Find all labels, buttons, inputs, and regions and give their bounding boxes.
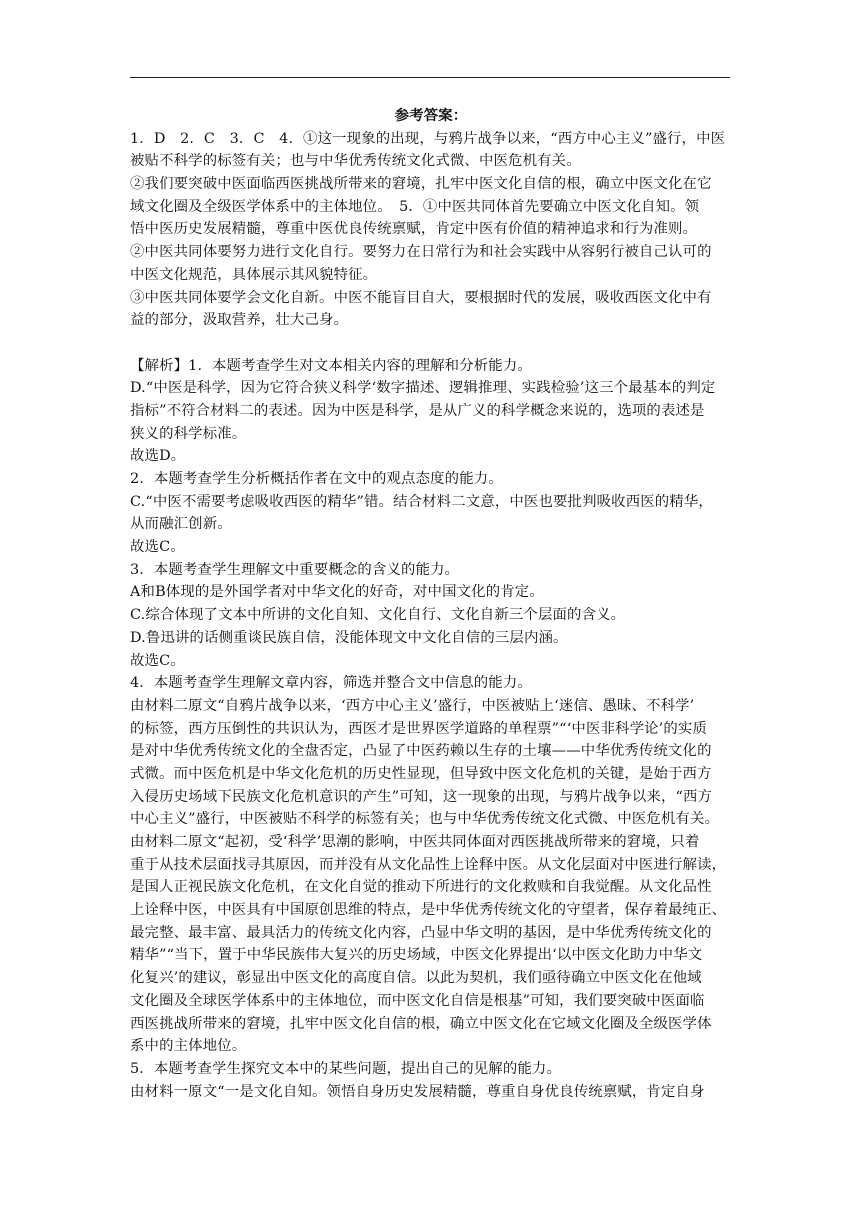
analysis-line: C.综合体现了文本中所讲的文化自知、文化自行、文化自新三个层面的含义。 — [130, 607, 626, 624]
analysis-line: 故选D。 — [130, 448, 186, 465]
analysis-line: 故选C。 — [130, 539, 185, 556]
analysis-line: D.“中医是科学，因为它符合狭义科学‘数字描述、逻辑推理、实践检验’这三个最基本的判定 — [130, 380, 716, 397]
analysis-line: 故选C。 — [130, 652, 185, 669]
analysis-line: A和B体现的是外国学者对中华文化的好奇，对中国文化的肯定。 — [130, 584, 544, 601]
answer-line: 1．D 2．C 3．C 4．①这一现象的出现，与鸦片战争以来，“西方中心主义”盛行，中医 — [130, 130, 726, 147]
analysis-line: 是国人正视民族文化危机，在文化自觉的推动下所进行的文化救赎和自我觉醒。从文化品性 — [130, 879, 712, 896]
analysis-line: 系中的主体地位。 — [130, 1038, 247, 1055]
analysis-line: D.鲁迅讲的话侧重谈民族自信，没能体现文中文化自信的三层内涵。 — [130, 629, 568, 646]
analysis-line: 是对中华优秀传统文化的全盘否定，凸显了中医药赖以生存的土壤——中华优秀传统文化的 — [130, 743, 712, 760]
analysis-line: 【解析】1．本题考查学生对文本相关内容的理解和分析能力。 — [130, 357, 532, 374]
analysis-line: 中心主义”盛行，中医被贴不科学的标签有关；也与中华优秀传统文化式微、中医危机有关。 — [130, 811, 720, 828]
answer-line: ②我们要突破中医面临西医挑战所带来的窘境，扎牢中医文化自信的根，确立中医文化在它 — [130, 176, 712, 193]
analysis-line: 的标签，西方压倒性的共识认为，西医才是世界医学道路的单程票”“‘中医非科学论’的实质 — [130, 720, 708, 737]
analysis-line: 由材料一原文“一是文化自知。领悟自身历史发展精髓，尊重自身优良传统禀赋，肯定自身 — [130, 1083, 705, 1100]
analysis-line: 式微。而中医危机是中华文化危机的历史性显现，但导致中医文化危机的关键，是始于西方 — [130, 765, 712, 782]
header-rule — [130, 77, 730, 78]
analysis-line: 西医挑战所带来的窘境，扎牢中医文化自信的根，确立中医文化在它域文化圈及全级医学体 — [130, 1015, 712, 1032]
analysis-line: C.“中医不需要考虑吸收西医的精华”错。结合材料二文意，中医也要批判吸收西医的精华， — [130, 493, 713, 510]
analysis-line: 5．本题考查学生探究文本中的某些问题，提出自己的见解的能力。 — [130, 1060, 561, 1077]
analysis-line: 2．本题考查学生分析概括作者在文中的观点态度的能力。 — [130, 471, 503, 487]
answer-line: ③中医共同体要学会文化自新。中医不能盲目自大，要根据时代的发展，吸收西医文化中有 — [130, 289, 712, 306]
analysis-line: 从而融汇创新。 — [130, 516, 232, 533]
answer-line: 悟中医历史发展精髓，尊重中医优良传统禀赋，肯定中医有价值的精神追求和行为准则。 — [130, 221, 698, 238]
analysis-line: 化复兴’的建议，彰显出中医文化的高度自信。以此为契机，我们亟待确立中医文化在他域 — [130, 970, 702, 987]
analysis-line: 上诠释中医，中医具有中国原创思维的特点，是中华优秀传统文化的守望者，保存着最纯正、 — [130, 902, 727, 919]
answer-title: 参考答案： — [394, 107, 468, 124]
answer-line: 中医文化规范，具体展示其风貌特征。 — [130, 266, 378, 283]
answer-document — [130, 105, 732, 1103]
analysis-line: 4．本题考查学生理解文章内容，筛选并整合文中信息的能力。 — [130, 675, 532, 692]
answer-section — [130, 128, 732, 332]
section-spacer — [130, 332, 732, 355]
answer-line: 域文化圈及全级医学体系中的主体地位。 5．①中医共同体首先要确立中医文化自知。领 — [130, 198, 700, 215]
answer-line: 益的部分，汲取营养，壮大己身。 — [130, 312, 349, 329]
analysis-line: 文化圈及全球医学体系中的主体地位，而中医文化自信是根基”可知，我们要突破中医面临 — [130, 992, 705, 1009]
analysis-line: 最完整、最丰富、最具活力的传统文化内容，凸显中华文明的基因，是中华优秀传统文化的 — [130, 924, 712, 941]
analysis-line: 狭义的科学标准。 — [130, 425, 247, 442]
analysis-section — [130, 355, 732, 1104]
analysis-line: 由材料二原文“起初，受‘科学’思潮的影响，中医共同体面对西医挑战所带来的窘境，只着 — [130, 834, 700, 850]
analysis-line: 入侵历史场域下民族文化危机意识的产生”可知，这一现象的出现，与鸦片战争以来，“西方 — [130, 788, 713, 805]
analysis-line: 重于从技术层面找寻其原因，而并没有从文化品性上诠释中医。从文化层面对中医进行解读， — [130, 856, 727, 873]
analysis-line: 精华”“当下，置于中华民族伟大复兴的历史场域，中医文化界提出‘以中医文化助力中华文 — [130, 947, 703, 964]
answer-line: ②中医共同体要努力进行文化自行。要努力在日常行为和社会实践中从容躬行被自己认可的 — [130, 244, 712, 261]
analysis-line: 指标”不符合材料二的表述。因为中医是科学，是从广义的科学概念来说的，选项的表述是 — [130, 402, 705, 419]
analysis-line: 3．本题考查学生理解文中重要概念的含义的能力。 — [130, 561, 460, 578]
analysis-line: 由材料二原文“自鸦片战争以来，‘西方中心主义’盛行，中医被贴上‘迷信、愚昧、不科学’ — [130, 697, 695, 714]
answer-line: 被贴不科学的标签有关；也与中华优秀传统文化式微、中医危机有关。 — [130, 153, 581, 170]
